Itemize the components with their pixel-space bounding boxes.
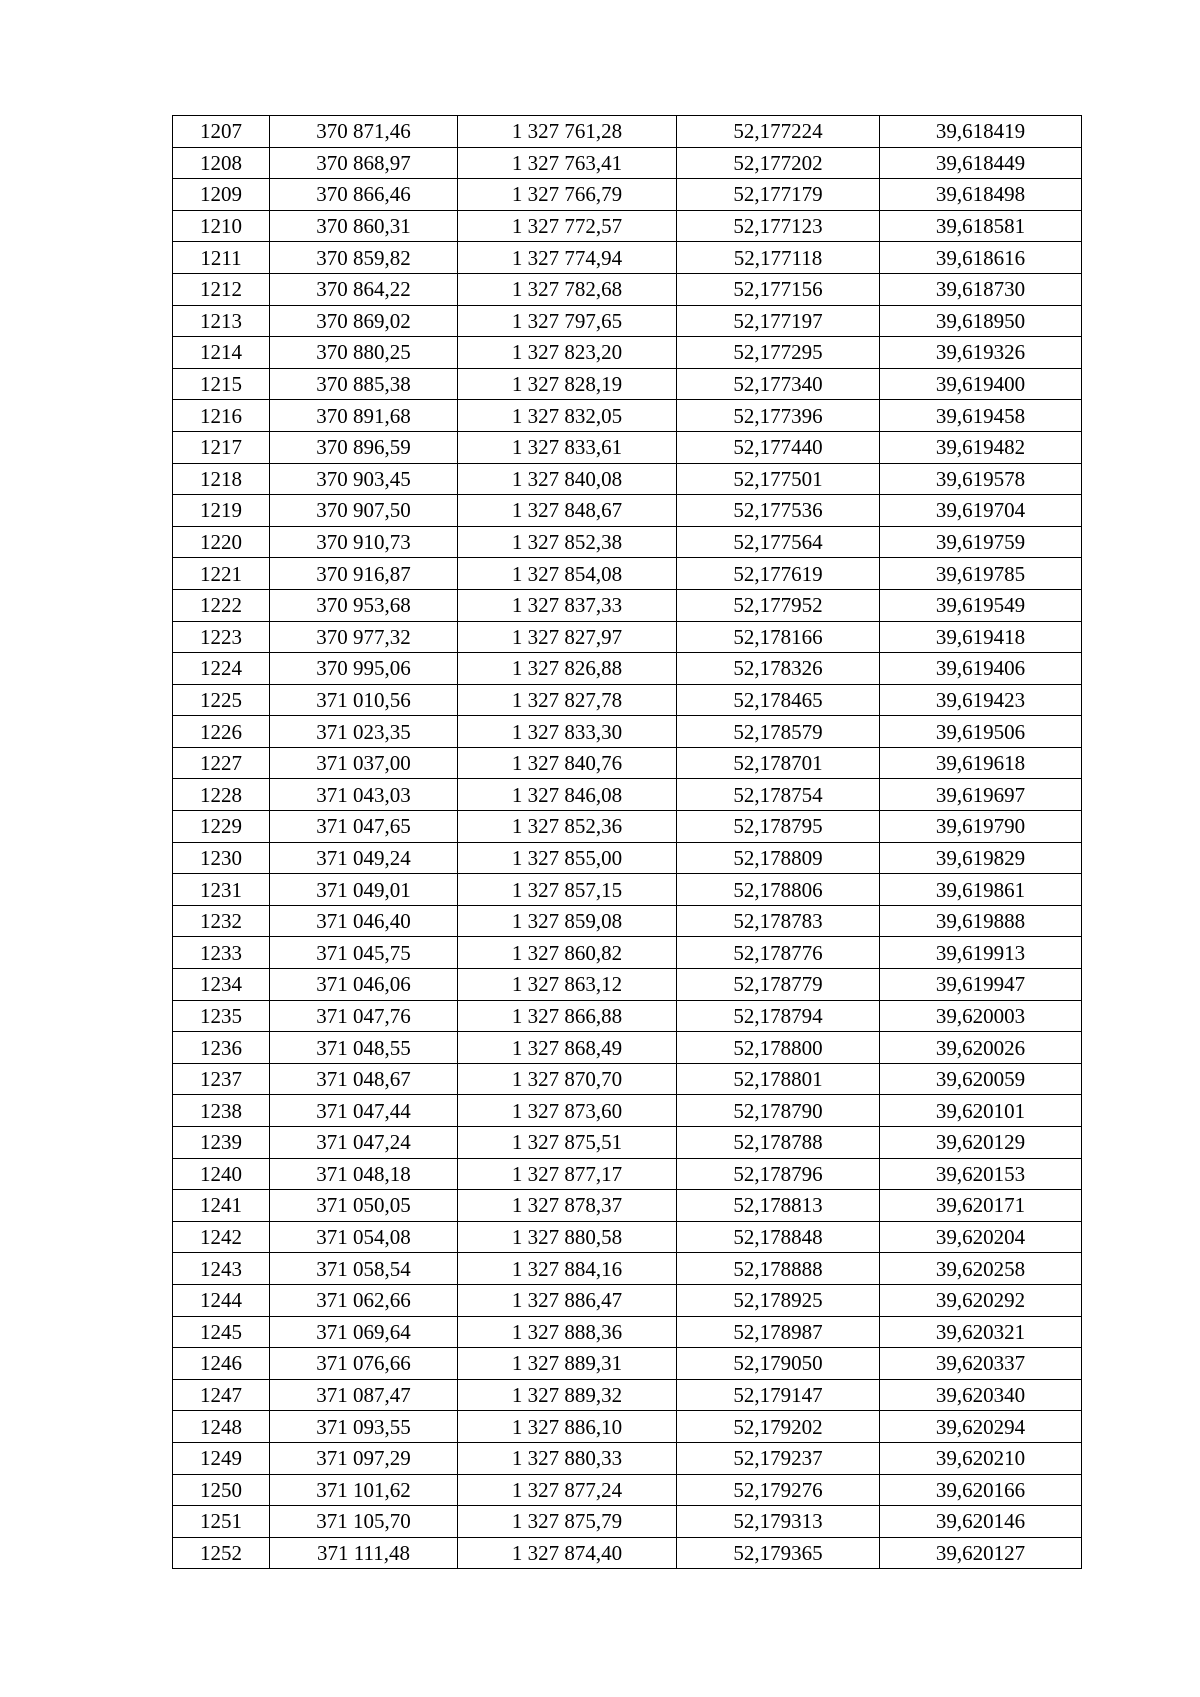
latitude-cell: 52,177340 <box>677 368 880 400</box>
latitude-cell: 52,179147 <box>677 1379 880 1411</box>
latitude-cell: 52,178800 <box>677 1032 880 1064</box>
longitude-cell: 39,620101 <box>880 1095 1082 1127</box>
y-coordinate-cell: 1 327 889,31 <box>458 1348 677 1380</box>
x-coordinate-cell: 371 087,47 <box>270 1379 458 1411</box>
point-number-cell: 1241 <box>173 1190 270 1222</box>
y-coordinate-cell: 1 327 827,78 <box>458 684 677 716</box>
longitude-cell: 39,619549 <box>880 589 1082 621</box>
x-coordinate-cell: 371 047,76 <box>270 1000 458 1032</box>
y-coordinate-cell: 1 327 873,60 <box>458 1095 677 1127</box>
longitude-cell: 39,619418 <box>880 621 1082 653</box>
table-row <box>173 1000 1082 1032</box>
x-coordinate-cell: 370 869,02 <box>270 305 458 337</box>
latitude-cell: 52,177197 <box>677 305 880 337</box>
latitude-cell: 52,178166 <box>677 621 880 653</box>
table-row <box>173 526 1082 558</box>
longitude-cell: 39,620258 <box>880 1253 1082 1285</box>
longitude-cell: 39,619829 <box>880 842 1082 874</box>
x-coordinate-cell: 371 046,06 <box>270 969 458 1001</box>
y-coordinate-cell: 1 327 855,00 <box>458 842 677 874</box>
table-row <box>173 969 1082 1001</box>
longitude-cell: 39,618419 <box>880 116 1082 148</box>
y-coordinate-cell: 1 327 877,17 <box>458 1158 677 1190</box>
longitude-cell: 39,619506 <box>880 716 1082 748</box>
y-coordinate-cell: 1 327 766,79 <box>458 179 677 211</box>
table-row <box>173 1284 1082 1316</box>
longitude-cell: 39,619861 <box>880 874 1082 906</box>
latitude-cell: 52,178796 <box>677 1158 880 1190</box>
point-number-cell: 1211 <box>173 242 270 274</box>
latitude-cell: 52,177123 <box>677 210 880 242</box>
latitude-cell: 52,179313 <box>677 1506 880 1538</box>
latitude-cell: 52,178813 <box>677 1190 880 1222</box>
x-coordinate-cell: 371 010,56 <box>270 684 458 716</box>
table-row <box>173 1127 1082 1159</box>
table-row <box>173 400 1082 432</box>
y-coordinate-cell: 1 327 875,51 <box>458 1127 677 1159</box>
point-number-cell: 1249 <box>173 1442 270 1474</box>
y-coordinate-cell: 1 327 797,65 <box>458 305 677 337</box>
longitude-cell: 39,618498 <box>880 179 1082 211</box>
latitude-cell: 52,177156 <box>677 273 880 305</box>
y-coordinate-cell: 1 327 886,10 <box>458 1411 677 1443</box>
y-coordinate-cell: 1 327 827,97 <box>458 621 677 653</box>
point-number-cell: 1247 <box>173 1379 270 1411</box>
x-coordinate-cell: 370 885,38 <box>270 368 458 400</box>
longitude-cell: 39,619326 <box>880 337 1082 369</box>
latitude-cell: 52,177396 <box>677 400 880 432</box>
table-row <box>173 273 1082 305</box>
table-row <box>173 210 1082 242</box>
coordinates-table-body <box>173 116 1082 1569</box>
latitude-cell: 52,177501 <box>677 463 880 495</box>
x-coordinate-cell: 371 045,75 <box>270 937 458 969</box>
y-coordinate-cell: 1 327 848,67 <box>458 495 677 527</box>
table-row <box>173 463 1082 495</box>
point-number-cell: 1220 <box>173 526 270 558</box>
point-number-cell: 1236 <box>173 1032 270 1064</box>
y-coordinate-cell: 1 327 823,20 <box>458 337 677 369</box>
latitude-cell: 52,178809 <box>677 842 880 874</box>
x-coordinate-cell: 371 047,44 <box>270 1095 458 1127</box>
y-coordinate-cell: 1 327 866,88 <box>458 1000 677 1032</box>
x-coordinate-cell: 371 097,29 <box>270 1442 458 1474</box>
longitude-cell: 39,620340 <box>880 1379 1082 1411</box>
x-coordinate-cell: 371 050,05 <box>270 1190 458 1222</box>
y-coordinate-cell: 1 327 840,76 <box>458 747 677 779</box>
longitude-cell: 39,619406 <box>880 653 1082 685</box>
table-row <box>173 1032 1082 1064</box>
longitude-cell: 39,619790 <box>880 811 1082 843</box>
longitude-cell: 39,619947 <box>880 969 1082 1001</box>
longitude-cell: 39,620153 <box>880 1158 1082 1190</box>
point-number-cell: 1230 <box>173 842 270 874</box>
point-number-cell: 1208 <box>173 147 270 179</box>
point-number-cell: 1222 <box>173 589 270 621</box>
y-coordinate-cell: 1 327 772,57 <box>458 210 677 242</box>
y-coordinate-cell: 1 327 828,19 <box>458 368 677 400</box>
point-number-cell: 1217 <box>173 431 270 463</box>
table-row <box>173 1506 1082 1538</box>
table-row <box>173 1379 1082 1411</box>
x-coordinate-cell: 370 896,59 <box>270 431 458 463</box>
y-coordinate-cell: 1 327 878,37 <box>458 1190 677 1222</box>
latitude-cell: 52,178701 <box>677 747 880 779</box>
x-coordinate-cell: 370 891,68 <box>270 400 458 432</box>
table-row <box>173 1474 1082 1506</box>
point-number-cell: 1223 <box>173 621 270 653</box>
y-coordinate-cell: 1 327 833,61 <box>458 431 677 463</box>
table-row <box>173 1411 1082 1443</box>
latitude-cell: 52,177224 <box>677 116 880 148</box>
point-number-cell: 1228 <box>173 779 270 811</box>
latitude-cell: 52,178925 <box>677 1284 880 1316</box>
x-coordinate-cell: 371 043,03 <box>270 779 458 811</box>
x-coordinate-cell: 371 101,62 <box>270 1474 458 1506</box>
table-row <box>173 1063 1082 1095</box>
x-coordinate-cell: 371 037,00 <box>270 747 458 779</box>
latitude-cell: 52,178776 <box>677 937 880 969</box>
latitude-cell: 52,179365 <box>677 1537 880 1569</box>
latitude-cell: 52,177179 <box>677 179 880 211</box>
point-number-cell: 1238 <box>173 1095 270 1127</box>
y-coordinate-cell: 1 327 884,16 <box>458 1253 677 1285</box>
longitude-cell: 39,618950 <box>880 305 1082 337</box>
x-coordinate-cell: 371 093,55 <box>270 1411 458 1443</box>
y-coordinate-cell: 1 327 833,30 <box>458 716 677 748</box>
x-coordinate-cell: 371 054,08 <box>270 1221 458 1253</box>
y-coordinate-cell: 1 327 868,49 <box>458 1032 677 1064</box>
table-row <box>173 305 1082 337</box>
longitude-cell: 39,618730 <box>880 273 1082 305</box>
table-row <box>173 589 1082 621</box>
y-coordinate-cell: 1 327 859,08 <box>458 905 677 937</box>
longitude-cell: 39,619423 <box>880 684 1082 716</box>
longitude-cell: 39,620003 <box>880 1000 1082 1032</box>
table-row <box>173 1316 1082 1348</box>
y-coordinate-cell: 1 327 889,32 <box>458 1379 677 1411</box>
table-row <box>173 242 1082 274</box>
latitude-cell: 52,178848 <box>677 1221 880 1253</box>
point-number-cell: 1235 <box>173 1000 270 1032</box>
point-number-cell: 1227 <box>173 747 270 779</box>
table-row <box>173 842 1082 874</box>
table-row <box>173 937 1082 969</box>
table-row <box>173 1348 1082 1380</box>
x-coordinate-cell: 371 049,24 <box>270 842 458 874</box>
x-coordinate-cell: 371 058,54 <box>270 1253 458 1285</box>
y-coordinate-cell: 1 327 880,58 <box>458 1221 677 1253</box>
longitude-cell: 39,619482 <box>880 431 1082 463</box>
latitude-cell: 52,178326 <box>677 653 880 685</box>
point-number-cell: 1231 <box>173 874 270 906</box>
x-coordinate-cell: 371 023,35 <box>270 716 458 748</box>
y-coordinate-cell: 1 327 846,08 <box>458 779 677 811</box>
latitude-cell: 52,177619 <box>677 558 880 590</box>
longitude-cell: 39,620059 <box>880 1063 1082 1095</box>
y-coordinate-cell: 1 327 860,82 <box>458 937 677 969</box>
x-coordinate-cell: 370 977,32 <box>270 621 458 653</box>
y-coordinate-cell: 1 327 852,38 <box>458 526 677 558</box>
table-row <box>173 747 1082 779</box>
point-number-cell: 1234 <box>173 969 270 1001</box>
latitude-cell: 52,177202 <box>677 147 880 179</box>
longitude-cell: 39,620204 <box>880 1221 1082 1253</box>
longitude-cell: 39,620127 <box>880 1537 1082 1569</box>
table-row <box>173 1537 1082 1569</box>
y-coordinate-cell: 1 327 886,47 <box>458 1284 677 1316</box>
latitude-cell: 52,177564 <box>677 526 880 558</box>
longitude-cell: 39,619888 <box>880 905 1082 937</box>
x-coordinate-cell: 370 916,87 <box>270 558 458 590</box>
y-coordinate-cell: 1 327 832,05 <box>458 400 677 432</box>
point-number-cell: 1248 <box>173 1411 270 1443</box>
table-row <box>173 558 1082 590</box>
x-coordinate-cell: 370 953,68 <box>270 589 458 621</box>
latitude-cell: 52,179050 <box>677 1348 880 1380</box>
latitude-cell: 52,177536 <box>677 495 880 527</box>
longitude-cell: 39,618581 <box>880 210 1082 242</box>
coordinates-table <box>172 115 1082 1569</box>
point-number-cell: 1250 <box>173 1474 270 1506</box>
longitude-cell: 39,619785 <box>880 558 1082 590</box>
table-row <box>173 147 1082 179</box>
y-coordinate-cell: 1 327 880,33 <box>458 1442 677 1474</box>
x-coordinate-cell: 370 995,06 <box>270 653 458 685</box>
x-coordinate-cell: 371 048,18 <box>270 1158 458 1190</box>
latitude-cell: 52,178806 <box>677 874 880 906</box>
point-number-cell: 1237 <box>173 1063 270 1095</box>
table-row <box>173 179 1082 211</box>
longitude-cell: 39,619400 <box>880 368 1082 400</box>
y-coordinate-cell: 1 327 857,15 <box>458 874 677 906</box>
table-row <box>173 1221 1082 1253</box>
point-number-cell: 1232 <box>173 905 270 937</box>
point-number-cell: 1240 <box>173 1158 270 1190</box>
point-number-cell: 1224 <box>173 653 270 685</box>
x-coordinate-cell: 371 105,70 <box>270 1506 458 1538</box>
x-coordinate-cell: 371 069,64 <box>270 1316 458 1348</box>
table-row <box>173 874 1082 906</box>
longitude-cell: 39,619759 <box>880 526 1082 558</box>
x-coordinate-cell: 371 046,40 <box>270 905 458 937</box>
x-coordinate-cell: 370 864,22 <box>270 273 458 305</box>
table-row <box>173 779 1082 811</box>
y-coordinate-cell: 1 327 854,08 <box>458 558 677 590</box>
y-coordinate-cell: 1 327 875,79 <box>458 1506 677 1538</box>
latitude-cell: 52,178788 <box>677 1127 880 1159</box>
table-row <box>173 1442 1082 1474</box>
table-row <box>173 1190 1082 1222</box>
table-row <box>173 653 1082 685</box>
point-number-cell: 1214 <box>173 337 270 369</box>
table-row <box>173 495 1082 527</box>
table-row <box>173 1095 1082 1127</box>
table-row <box>173 116 1082 148</box>
point-number-cell: 1218 <box>173 463 270 495</box>
y-coordinate-cell: 1 327 763,41 <box>458 147 677 179</box>
y-coordinate-cell: 1 327 870,70 <box>458 1063 677 1095</box>
x-coordinate-cell: 371 048,55 <box>270 1032 458 1064</box>
y-coordinate-cell: 1 327 826,88 <box>458 653 677 685</box>
point-number-cell: 1226 <box>173 716 270 748</box>
x-coordinate-cell: 371 047,65 <box>270 811 458 843</box>
y-coordinate-cell: 1 327 774,94 <box>458 242 677 274</box>
x-coordinate-cell: 371 062,66 <box>270 1284 458 1316</box>
longitude-cell: 39,620292 <box>880 1284 1082 1316</box>
table-row <box>173 1253 1082 1285</box>
point-number-cell: 1233 <box>173 937 270 969</box>
x-coordinate-cell: 370 871,46 <box>270 116 458 148</box>
x-coordinate-cell: 370 910,73 <box>270 526 458 558</box>
latitude-cell: 52,179237 <box>677 1442 880 1474</box>
x-coordinate-cell: 371 076,66 <box>270 1348 458 1380</box>
longitude-cell: 39,620294 <box>880 1411 1082 1443</box>
latitude-cell: 52,179202 <box>677 1411 880 1443</box>
latitude-cell: 52,178783 <box>677 905 880 937</box>
latitude-cell: 52,178754 <box>677 779 880 811</box>
y-coordinate-cell: 1 327 877,24 <box>458 1474 677 1506</box>
longitude-cell: 39,620166 <box>880 1474 1082 1506</box>
x-coordinate-cell: 371 047,24 <box>270 1127 458 1159</box>
latitude-cell: 52,178579 <box>677 716 880 748</box>
table-row <box>173 684 1082 716</box>
point-number-cell: 1242 <box>173 1221 270 1253</box>
y-coordinate-cell: 1 327 761,28 <box>458 116 677 148</box>
latitude-cell: 52,177440 <box>677 431 880 463</box>
point-number-cell: 1251 <box>173 1506 270 1538</box>
point-number-cell: 1209 <box>173 179 270 211</box>
longitude-cell: 39,619618 <box>880 747 1082 779</box>
point-number-cell: 1215 <box>173 368 270 400</box>
latitude-cell: 52,178779 <box>677 969 880 1001</box>
longitude-cell: 39,620210 <box>880 1442 1082 1474</box>
table-row <box>173 811 1082 843</box>
x-coordinate-cell: 370 868,97 <box>270 147 458 179</box>
x-coordinate-cell: 370 860,31 <box>270 210 458 242</box>
longitude-cell: 39,620171 <box>880 1190 1082 1222</box>
longitude-cell: 39,620321 <box>880 1316 1082 1348</box>
point-number-cell: 1219 <box>173 495 270 527</box>
point-number-cell: 1244 <box>173 1284 270 1316</box>
table-row <box>173 337 1082 369</box>
longitude-cell: 39,620337 <box>880 1348 1082 1380</box>
latitude-cell: 52,177952 <box>677 589 880 621</box>
table-row <box>173 1158 1082 1190</box>
latitude-cell: 52,179276 <box>677 1474 880 1506</box>
table-row <box>173 431 1082 463</box>
longitude-cell: 39,620146 <box>880 1506 1082 1538</box>
table-row <box>173 716 1082 748</box>
x-coordinate-cell: 371 111,48 <box>270 1537 458 1569</box>
y-coordinate-cell: 1 327 852,36 <box>458 811 677 843</box>
point-number-cell: 1216 <box>173 400 270 432</box>
x-coordinate-cell: 370 880,25 <box>270 337 458 369</box>
point-number-cell: 1245 <box>173 1316 270 1348</box>
y-coordinate-cell: 1 327 888,36 <box>458 1316 677 1348</box>
point-number-cell: 1246 <box>173 1348 270 1380</box>
longitude-cell: 39,619458 <box>880 400 1082 432</box>
x-coordinate-cell: 370 866,46 <box>270 179 458 211</box>
point-number-cell: 1213 <box>173 305 270 337</box>
table-row <box>173 368 1082 400</box>
longitude-cell: 39,620129 <box>880 1127 1082 1159</box>
latitude-cell: 52,178465 <box>677 684 880 716</box>
point-number-cell: 1229 <box>173 811 270 843</box>
longitude-cell: 39,619913 <box>880 937 1082 969</box>
latitude-cell: 52,178987 <box>677 1316 880 1348</box>
point-number-cell: 1207 <box>173 116 270 148</box>
y-coordinate-cell: 1 327 837,33 <box>458 589 677 621</box>
longitude-cell: 39,619578 <box>880 463 1082 495</box>
x-coordinate-cell: 370 859,82 <box>270 242 458 274</box>
latitude-cell: 52,178888 <box>677 1253 880 1285</box>
latitude-cell: 52,178794 <box>677 1000 880 1032</box>
point-number-cell: 1210 <box>173 210 270 242</box>
longitude-cell: 39,618449 <box>880 147 1082 179</box>
point-number-cell: 1239 <box>173 1127 270 1159</box>
longitude-cell: 39,619697 <box>880 779 1082 811</box>
x-coordinate-cell: 371 049,01 <box>270 874 458 906</box>
point-number-cell: 1252 <box>173 1537 270 1569</box>
longitude-cell: 39,620026 <box>880 1032 1082 1064</box>
latitude-cell: 52,178801 <box>677 1063 880 1095</box>
latitude-cell: 52,178790 <box>677 1095 880 1127</box>
point-number-cell: 1212 <box>173 273 270 305</box>
longitude-cell: 39,618616 <box>880 242 1082 274</box>
longitude-cell: 39,619704 <box>880 495 1082 527</box>
latitude-cell: 52,177118 <box>677 242 880 274</box>
point-number-cell: 1221 <box>173 558 270 590</box>
y-coordinate-cell: 1 327 874,40 <box>458 1537 677 1569</box>
x-coordinate-cell: 370 907,50 <box>270 495 458 527</box>
x-coordinate-cell: 370 903,45 <box>270 463 458 495</box>
x-coordinate-cell: 371 048,67 <box>270 1063 458 1095</box>
latitude-cell: 52,177295 <box>677 337 880 369</box>
point-number-cell: 1243 <box>173 1253 270 1285</box>
table-row <box>173 621 1082 653</box>
point-number-cell: 1225 <box>173 684 270 716</box>
table-row <box>173 905 1082 937</box>
y-coordinate-cell: 1 327 840,08 <box>458 463 677 495</box>
y-coordinate-cell: 1 327 863,12 <box>458 969 677 1001</box>
latitude-cell: 52,178795 <box>677 811 880 843</box>
y-coordinate-cell: 1 327 782,68 <box>458 273 677 305</box>
